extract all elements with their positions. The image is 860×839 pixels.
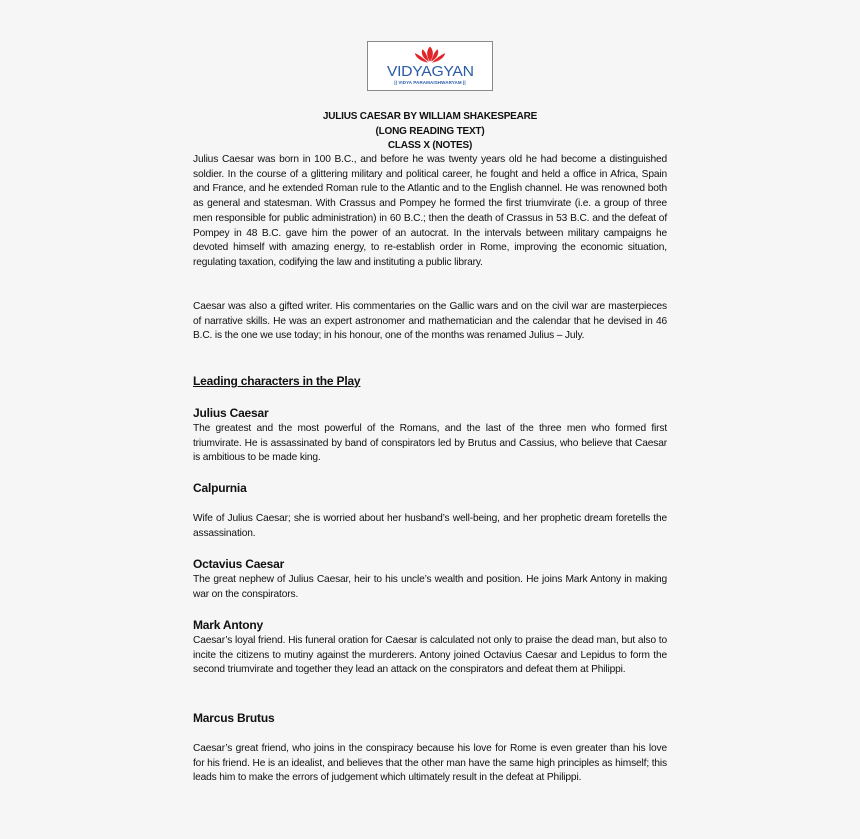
character-name-julius-caesar: Julius Caesar [193, 406, 269, 420]
character-name-mark-antony: Mark Antony [193, 618, 264, 632]
document-title-block [193, 110, 667, 154]
characters-heading: Leading characters in the Play [193, 374, 361, 388]
intro-paragraph-1: Julius Caesar was born in 100 B.C., and before he was twenty years old he had become a distinguished soldier. In the course of a glittering military and political career, he fought and held a office in Africa, Spain and France, and he extended Roman rule to the Atlantic and to the English channel. He was renowned both as general and statesman. With Crassus and Pompey he formed the first triumvirate (i.e. a group of three men responsible for public administration) in 60 B.C.; then the death of Crassus in 53 B.C. and the defeat of Pompey in 48 B.C. gave him the power of an autocrat. In the intervals between military campaigns he devoted himself with amazing energy, to re-establish order in Rome, improving the economic situation, regulating taxation, codifying the law and instituting a public library. [193, 154, 667, 268]
lotus-icon [411, 45, 449, 65]
character-desc-octavius-caesar: The great nephew of Julius Caesar, heir to his uncle’s wealth and position. He joins Mark Antony in making war on the conspirators. [193, 574, 667, 600]
document-title: JULIUS CAESAR BY WILLIAM SHAKESPEARE [322, 111, 538, 122]
intro-paragraph-2: Caesar was also a gifted writer. His commentaries on the Gallic wars and on the civil war are masterpieces of narrative skills. He was an expert astronomer and mathematician and the calendar that he devised in 46 B.C. is the one we use today; in his honour, one of the months was renamed Julius – July. [193, 301, 667, 342]
character-name-marcus-brutus: Marcus Brutus [193, 711, 275, 725]
vidyagyan-logo [367, 41, 493, 91]
character-name-octavius-caesar: Octavius Caesar [193, 557, 285, 571]
character-desc-julius-caesar: The greatest and the most powerful of the Romans, and the last of the three men who formed first triumvirate. He is assassinated by band of conspirators led by Brutus and Cassius, who believe that Caesar is ambitious to be made king. [193, 423, 667, 464]
class-label: CLASS X (NOTES) [387, 140, 473, 152]
character-desc-marcus-brutus: Caesar’s great friend, who joins in the conspiracy because his love for Rome is even greater than his love for his friend. He is an idealist, and believes that the other man have the same high principles as himself; this leads him to make the errors of judgement which ultimately result in the defeat at Philippi. [193, 743, 667, 784]
logo-tagline: || VIDYA PARAMAISHWARYAM || [394, 80, 466, 85]
document-subtitle: (LONG READING TEXT) [375, 125, 485, 137]
character-desc-calpurnia: Wife of Julius Caesar; she is worried about her husband’s well-being, and her prophetic dream foretells the assassination. [193, 513, 667, 539]
character-name-calpurnia: Calpurnia [193, 481, 247, 495]
character-desc-mark-antony: Caesar’s loyal friend. His funeral oration for Caesar is calculated not only to praise the dead man, but also to incite the citizens to mutiny against the murderers. Antony joined Octavius Caesar and Lepidus to form the second triumvirate and together they lead an attack on the conspirators and defeat them at Philippi. [193, 635, 667, 676]
logo-brand-text: VIDYAGYAN [386, 63, 474, 80]
